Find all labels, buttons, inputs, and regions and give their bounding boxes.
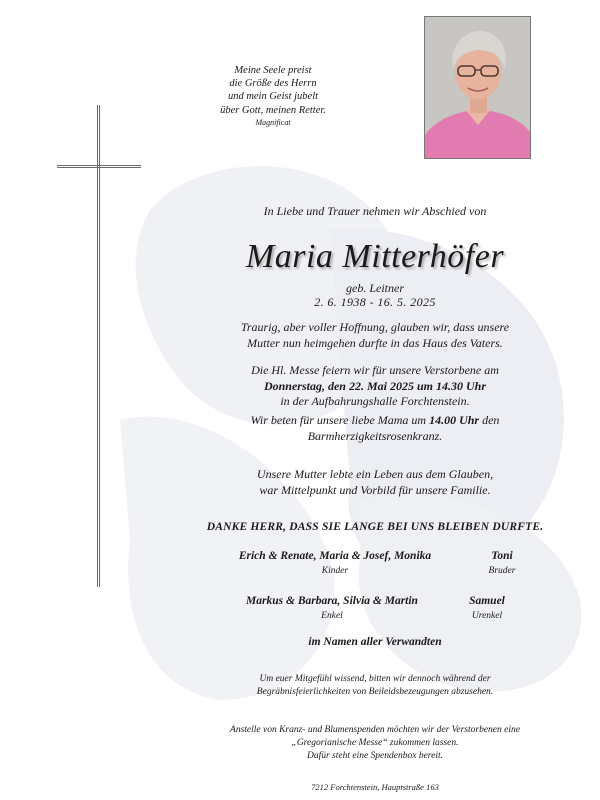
paragraph-line: war Mittelpunkt und Vorbild für unsere Familie. [259, 482, 491, 497]
rosary-time: 14.00 Uhr [429, 413, 480, 427]
life-paragraph [150, 467, 600, 498]
condolence-note [150, 673, 600, 699]
great-grandchild-name: Samuel [469, 595, 505, 607]
paragraph-line: Mutter nun heimgehen durfte in das Haus des Vaters. [247, 335, 503, 350]
psalm-quote [200, 64, 346, 128]
cross-horizontal-bar [57, 165, 141, 168]
brother-role: Bruder [488, 566, 516, 576]
mass-paragraph [150, 363, 600, 410]
brother-name: Toni [491, 550, 513, 562]
grandchildren-names: Markus & Barbara, Silvia & Martin [246, 595, 418, 607]
note-line: Anstelle von Kranz- und Blumenspenden möchten wir der Verstorbenen eine [230, 725, 520, 735]
children-names: Erich & Renate, Maria & Josef, Monika [238, 550, 432, 562]
note-line: „Gregorianische Messe“ zukommen lassen. [291, 738, 459, 748]
hope-paragraph [150, 320, 600, 351]
note-line: Begräbnisfeierlichkeiten von Beileidsbezeugungen abzusehen. [256, 687, 494, 697]
paragraph-line: Traurig, aber voller Hoffnung, glauben wir, dass unsere [240, 320, 510, 334]
mass-date: Donnerstag, den 22. Mai 2025 um 14.30 Uhr [263, 378, 487, 393]
note-line: Um euer Mitgefühl wissend, bitten wir dennoch während der [259, 674, 491, 684]
paragraph-text: Wir beten für unsere liebe Mama um [250, 413, 430, 427]
great-grandchild-role: Urenkel [471, 611, 503, 621]
psalm-line: die Größe des Herrn [229, 78, 317, 90]
psalm-source: Magnificat [255, 117, 291, 127]
thanks-heading: DANKE HERR, DASS SIE LANGE BEI UNS BLEIBEN DURFTE. [206, 521, 544, 533]
paragraph-line: Barmherzigkeitsrosenkranz. [307, 428, 443, 443]
address-line: 7212 Forchtenstein, Hauptstraße 163 [311, 782, 439, 792]
psalm-line: über Gott, meinen Retter. [220, 104, 326, 116]
note-line: Dafür steht eine Spendenbox bereit. [306, 751, 444, 761]
rosary-paragraph [150, 413, 600, 444]
intro-line: In Liebe und Trauer nehmen wir Abschied von [263, 204, 487, 218]
cross-vertical-bar [97, 105, 100, 587]
portrait-photo [424, 16, 531, 159]
paragraph-text: den [479, 413, 500, 427]
paragraph-line: in der Aufbahrungshalle Forchtenstein. [280, 394, 470, 408]
paragraph-line: Die Hl. Messe feiern wir für unsere Verstorbene am [251, 363, 499, 377]
relatives-line: im Namen aller Verwandten [308, 636, 442, 648]
life-dates: 2. 6. 1938 - 16. 5. 2025 [314, 295, 436, 309]
deceased-name: Maria Mitterhöfer [245, 238, 505, 275]
psalm-line: und mein Geist jubelt [227, 91, 319, 103]
psalm-line: Meine Seele preist [234, 65, 312, 76]
maiden-name: geb. Leitner [346, 281, 404, 295]
donation-note [150, 724, 600, 763]
paragraph-line: Unsere Mutter lebte ein Leben aus dem Glauben, [256, 467, 494, 481]
children-role: Kinder [321, 566, 349, 576]
grandchildren-role: Enkel [321, 611, 343, 621]
